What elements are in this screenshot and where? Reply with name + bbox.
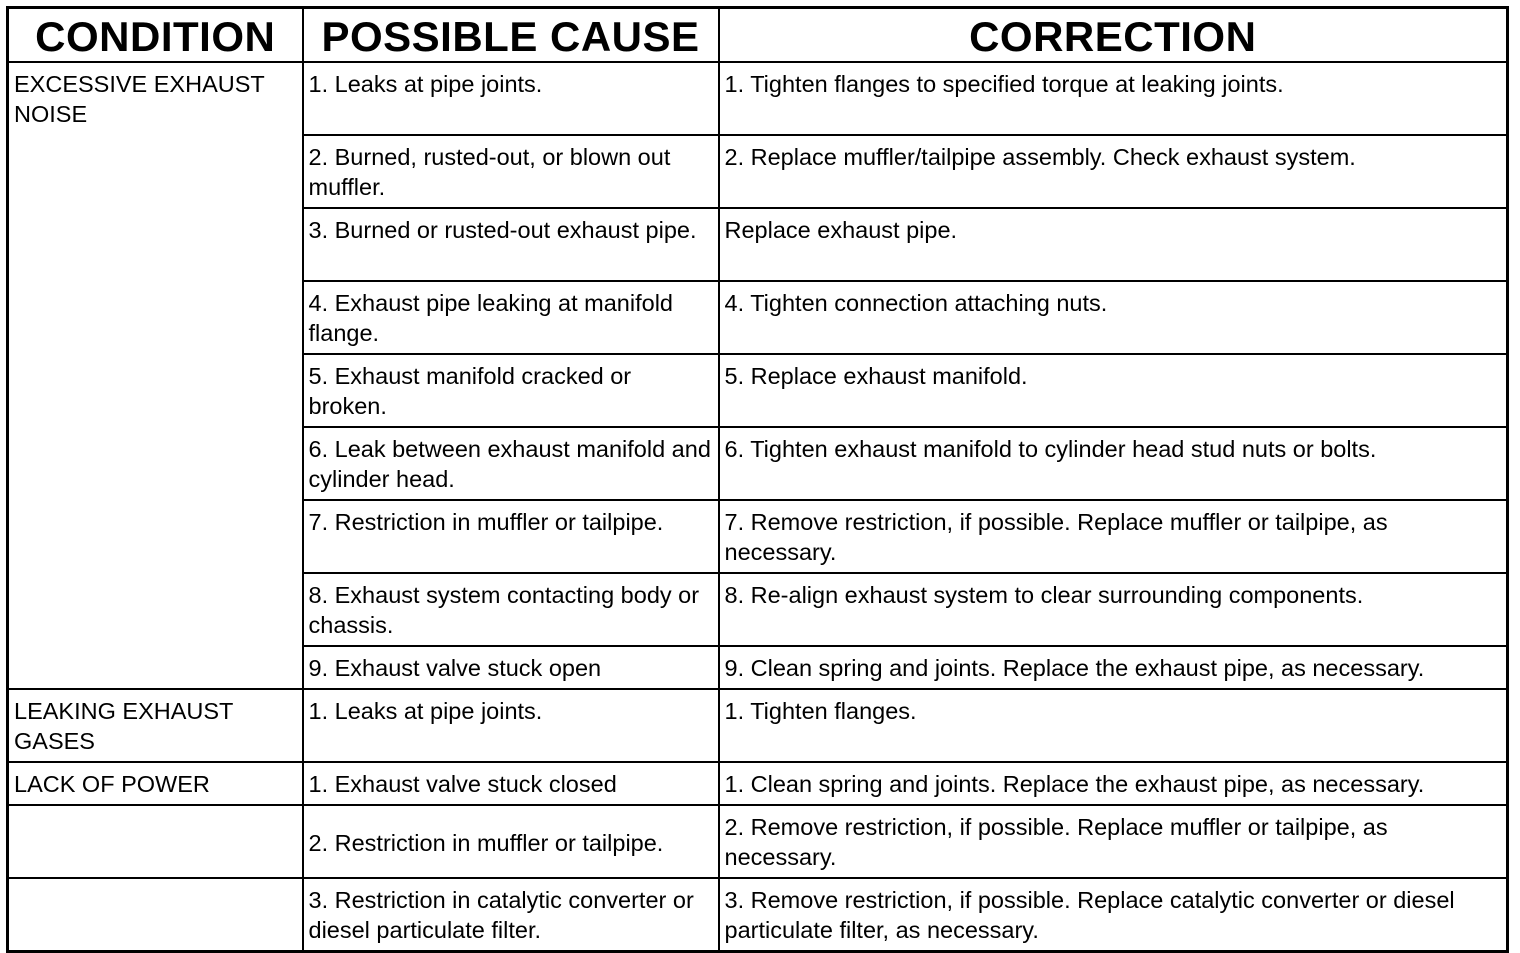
diagnosis-table: [6, 6, 1509, 953]
cause-cell: 3. Burned or rusted-out exhaust pipe.: [303, 208, 719, 281]
diagnosis-sheet: [6, 6, 1506, 953]
cause-cell: 4. Exhaust pipe leaking at manifold flange.: [303, 281, 719, 354]
cause-cell: 2. Burned, rusted-out, or blown out muffler.: [303, 135, 719, 208]
correction-cell: Replace exhaust pipe.: [719, 208, 1508, 281]
correction-cell: 4. Tighten connection attaching nuts.: [719, 281, 1508, 354]
table-row: [8, 689, 1508, 762]
correction-cell: 8. Re-align exhaust system to clear surrounding components.: [719, 573, 1508, 646]
cause-cell: 6. Leak between exhaust manifold and cylinder head.: [303, 427, 719, 500]
condition-leaking-gases: LEAKING EXHAUST GASES: [8, 689, 303, 762]
table-row: [8, 805, 1508, 878]
header-correction: CORRECTION: [719, 8, 1508, 63]
cause-cell: 7. Restriction in muffler or tailpipe.: [303, 500, 719, 573]
table-row: [8, 762, 1508, 805]
cause-cell: 1. Exhaust valve stuck closed: [303, 762, 719, 805]
cause-cell: 1. Leaks at pipe joints.: [303, 689, 719, 762]
correction-cell: 2. Remove restriction, if possible. Replace muffler or tailpipe, as necessary.: [719, 805, 1508, 878]
correction-cell: 1. Tighten flanges.: [719, 689, 1508, 762]
header-cause: POSSIBLE CAUSE: [303, 8, 719, 63]
correction-cell: 7. Remove restriction, if possible. Replace muffler or tailpipe, as necessary.: [719, 500, 1508, 573]
correction-cell: 2. Replace muffler/tailpipe assembly. Check exhaust system.: [719, 135, 1508, 208]
cause-cell: 8. Exhaust system contacting body or chassis.: [303, 573, 719, 646]
correction-cell: 6. Tighten exhaust manifold to cylinder head stud nuts or bolts.: [719, 427, 1508, 500]
condition-empty-cell: [8, 878, 303, 951]
correction-cell: 3. Remove restriction, if possible. Replace catalytic converter or diesel particulate filter, as necessary.: [719, 878, 1508, 951]
cause-cell: 3. Restriction in catalytic converter or diesel particulate filter.: [303, 878, 719, 951]
cause-cell: 9. Exhaust valve stuck open: [303, 646, 719, 689]
condition-empty-cell: [8, 805, 303, 878]
condition-lack-of-power: LACK OF POWER: [8, 762, 303, 805]
cause-cell: 2. Restriction in muffler or tailpipe.: [303, 805, 719, 878]
header-condition: CONDITION: [8, 8, 303, 63]
table-row: [8, 62, 1508, 135]
correction-cell: 9. Clean spring and joints. Replace the exhaust pipe, as necessary.: [719, 646, 1508, 689]
table-row: [8, 878, 1508, 951]
cause-cell: 5. Exhaust manifold cracked or broken.: [303, 354, 719, 427]
condition-excessive-noise: EXCESSIVE EXHAUST NOISE: [8, 62, 303, 689]
correction-cell: 1. Tighten flanges to specified torque at leaking joints.: [719, 62, 1508, 135]
cause-cell: 1. Leaks at pipe joints.: [303, 62, 719, 135]
header-row: [8, 8, 1508, 63]
correction-cell: 5. Replace exhaust manifold.: [719, 354, 1508, 427]
correction-cell: 1. Clean spring and joints. Replace the exhaust pipe, as necessary.: [719, 762, 1508, 805]
